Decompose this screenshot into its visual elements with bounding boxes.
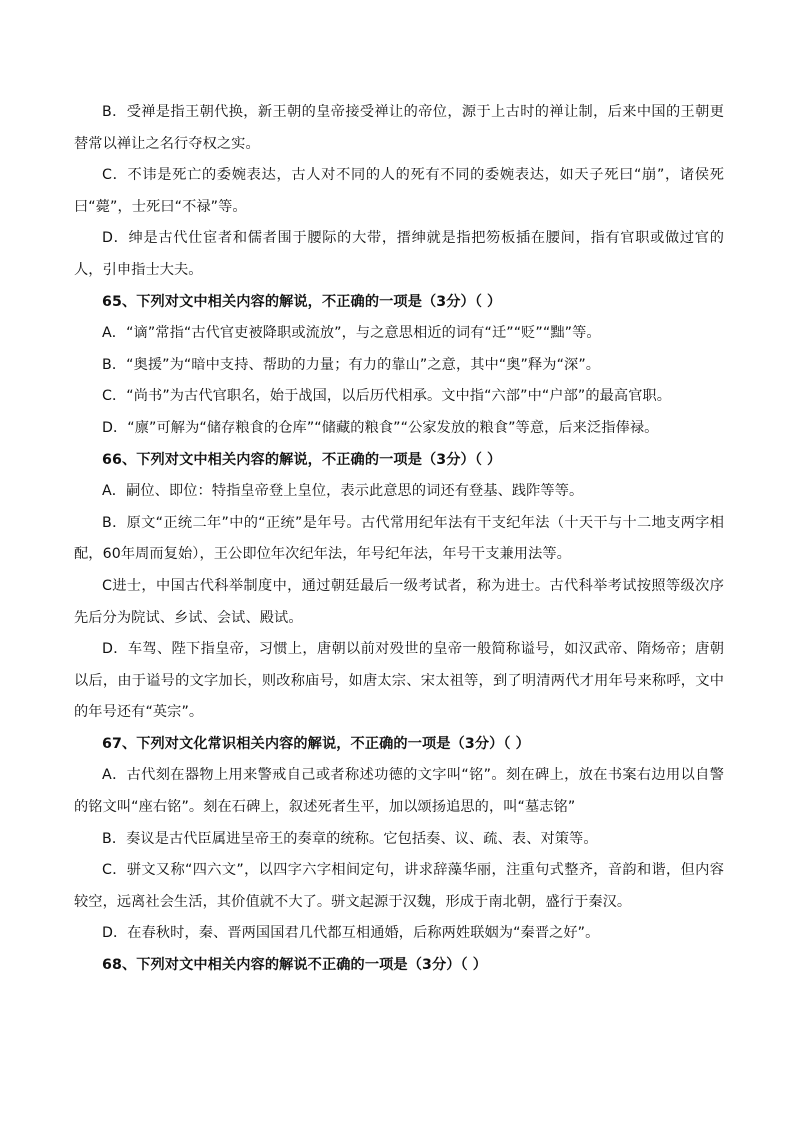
q65-option-b: B．“奥援”为“暗中支持、帮助的力量；有力的靠山”之意，其中“奥”释为“深”。 [102, 356, 601, 373]
question-67: 67、下列对文化常识相关内容的解说，不正确的一项是（3分）（ ） [102, 735, 530, 752]
q66-option-a: A．嗣位、即位：特指皇帝登上皇位，表示此意思的词还有登基、践阼等等。 [102, 483, 584, 500]
question-66: 66、下列对文中相关内容的解说，不正确的一项是（3分）（ ） [102, 451, 502, 468]
question-65: 65、下列对文中相关内容的解说，不正确的一项是（3分）（ ） [102, 293, 502, 310]
document-body [74, 97, 724, 982]
q65-option-a: A．“谪”常指“古代官吏被降职或流放”，与之意思相近的词有“迁”“贬”“黜”等。 [102, 325, 601, 342]
q67-option-b: B．奏议是古代臣属进呈帝王的奏章的统称。它包括奏、议、疏、表、对策等。 [102, 830, 598, 847]
option-d-shen: D．绅是古代仕宦者和儒者围于腰际的大带，搢绅就是指把笏板插在腰间，指有官职或做过官的人，引申指士大夫。 [74, 230, 724, 278]
q67-option-c: C．骈文又称“四六文”，以四字六字相间定句，讲求辞藻华丽，注重句式整齐，音韵和谐，但内容较空，远离社会生活，其价值就不大了。骈文起源于汉魏，形成于南北朝，盛行于秦汉。 [74, 862, 724, 910]
question-68: 68、下列对文中相关内容的解说不正确的一项是（3分）（ ） [102, 957, 488, 974]
option-b-shouchan: B．受禅是指王朝代换，新王朝的皇帝接受禅让的帝位，源于上古时的禅让制，后来中国的王朝更替常以禅让之名行夺权之实。 [74, 104, 724, 152]
q65-option-c: C．“尚书”为古代官职名，始于战国，以后历代相承。文中指“六部”中“户部”的最高官职。 [102, 388, 672, 405]
q66-option-c: C进士，中国古代科举制度中，通过朝廷最后一级考试者，称为进士。古代科举考试按照等级次序先后分为院试、乡试、会试、殿试。 [74, 577, 724, 626]
q67-option-a: A．古代刻在器物上用来警戒自己或者称述功德的文字叫“铭”。刻在碑上，放在书案右边用以自警的铭文叫“座右铭”。刻在石碑上，叙述死者生平，加以颂扬追思的，叫“墓志铭” [74, 767, 724, 816]
q67-option-d: D．在春秋时，秦、晋两国国君几代都互相通婚，后称两姓联姻为“秦晋之好”。 [102, 925, 600, 942]
option-c-buhui: C．不讳是死亡的委婉表达，古人对不同的人的死有不同的委婉表达，如天子死曰“崩”，诸侯死曰“薨”，士死曰“不禄”等。 [74, 167, 724, 215]
q66-option-b: B．原文“正统二年”中的“正统”是年号。古代常用纪年法有干支纪年法（十天干与十二地支两字相配，60年周而复始），王公即位年次纪年法，年号纪年法，年号干支兼用法等。 [74, 514, 724, 563]
q65-option-d: D．“廪”可解为“储存粮食的仓库”“储藏的粮食”“公家发放的粮食”等意，后来泛指俸禄。 [102, 419, 659, 436]
q66-option-d: D．车驾、陛下指皇帝，习惯上，唐朝以前对殁世的皇帝一般简称谥号，如汉武帝、隋炀帝；唐朝以后，由于谥号的文字加长，则改称庙号，如唐太宗、宋太祖等，到了明清两代才用年号来称呼，文中的年号还有“英宗”。 [74, 641, 724, 721]
